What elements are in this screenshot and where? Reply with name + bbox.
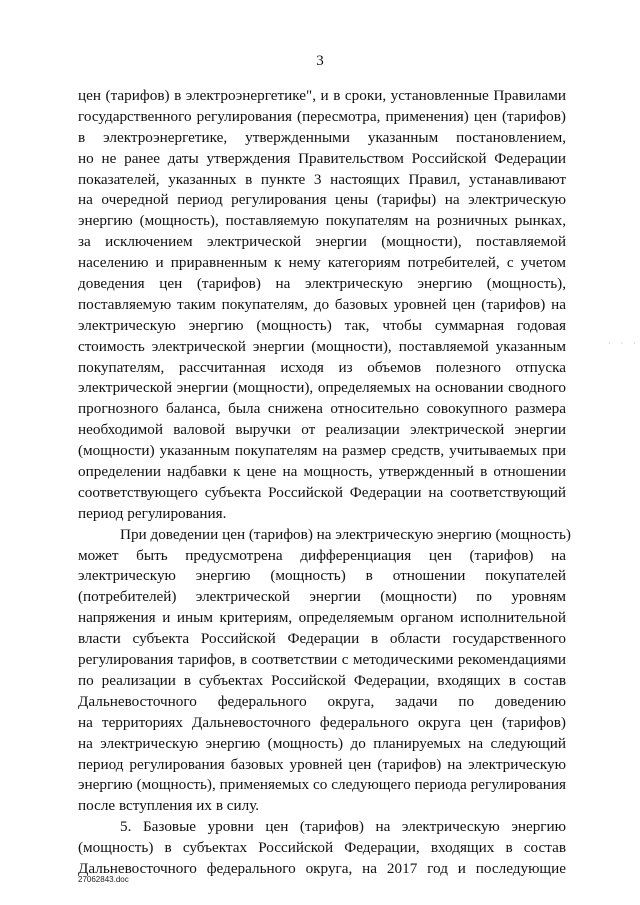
text-line: государственного регулирования (пересмотра, применения) цен (тарифов) — [78, 107, 566, 125]
document-body — [78, 86, 571, 880]
text-line: При доведении цен (тарифов) на электрическую энергию (мощность) — [120, 525, 571, 543]
text-line: Дальневосточного федерального округа, задачи по доведению — [78, 692, 566, 710]
text-line: соответствующего субъекта Российской Федерации на соответствующий — [78, 483, 566, 501]
margin-marks: · · · — [608, 339, 640, 348]
text-line: напряжения и иным критериям, определяемым органом исполнительной — [78, 609, 566, 627]
text-line: доведения цен (тарифов) на электрическую энергию (мощность), — [78, 275, 566, 293]
text-line: период регулирования. — [78, 504, 227, 522]
text-line: после вступления их в силу. — [78, 797, 260, 815]
text-line: (мощности) указанным покупателям на размер средств, учитываемых при — [78, 442, 566, 460]
text-line: за исключением электрической энергии (мощности), поставляемой — [78, 233, 566, 251]
text-line: по реализации в субъектах Российской Федерации, входящих в состав — [78, 671, 566, 689]
text-line: поставляемую таким покупателям, до базовых уровней цен (тарифов) на — [78, 295, 566, 313]
text-line: показателей, указанных в пункте 3 настоящих Правил, устанавливают — [78, 170, 566, 188]
text-line: энергию (мощность), применяемых со следующего периода регулирования — [78, 776, 566, 794]
text-line: период регулирования базовых уровней цен (тарифов) на электрическую — [78, 755, 566, 773]
text-line: (потребителей) электрической энергии (мощности) по уровням — [78, 588, 566, 606]
text-line: цен (тарифов) в электроэнергетике", и в сроки, установленные Правилами — [78, 87, 566, 104]
text-line: Дальневосточного федерального округа, на 2017 год и последующие — [78, 859, 566, 877]
text-line: в электроэнергетике, утвержденными указанным постановлением, — [78, 128, 566, 146]
text-line: но не ранее даты утверждения Правительством Российской Федерации — [78, 149, 566, 167]
text-line: необходимой валовой выручки от реализации электрической энергии — [78, 421, 566, 439]
text-line: электрическую энергию (мощность) так, чтобы суммарная годовая — [78, 316, 566, 334]
text-line: электрической энергии (мощности), определяемых на основании сводного — [78, 379, 566, 397]
text-line: энергию (мощность), поставляемую покупателям на розничных рынках, — [78, 212, 566, 230]
text-line: населению и приравненным к нему категориям потребителей, с учетом — [78, 254, 566, 272]
text-line: на территориях Дальневосточного федерального округа цен (тарифов) — [78, 713, 566, 731]
text-line: (мощность) в субъектах Российской Федерации, входящих в состав — [78, 839, 566, 857]
text-line: 5. Базовые уровни цен (тарифов) на электрическую энергию — [120, 818, 566, 836]
text-line: на очередной период регулирования цены (тарифы) на электрическую — [78, 191, 566, 209]
text-line: на электрическую энергию (мощность) до планируемых на следующий — [78, 734, 566, 752]
document-file-code: 27062843.doc — [78, 875, 129, 884]
text-line: электрическую энергию (мощность) в отношении покупателей — [78, 567, 566, 585]
text-line: определении надбавки к цене на мощность, утвержденный в отношении — [78, 463, 566, 481]
text-line: прогнозного баланса, была снижена относительно совокупного размера — [78, 400, 566, 418]
text-line: регулирования тарифов, в соответствии с методическими рекомендациями — [78, 651, 566, 669]
page-number: 3 — [316, 53, 324, 69]
text-line: стоимость электрической энергии (мощности), поставляемой указанным — [78, 337, 566, 355]
text-line: власти субъекта Российской Федерации в области государственного — [78, 630, 566, 648]
text-line: покупателям, рассчитанная исходя из объемов полезного отпуска — [78, 358, 566, 376]
text-line: может быть предусмотрена дифференциация цен (тарифов) на — [78, 546, 566, 564]
